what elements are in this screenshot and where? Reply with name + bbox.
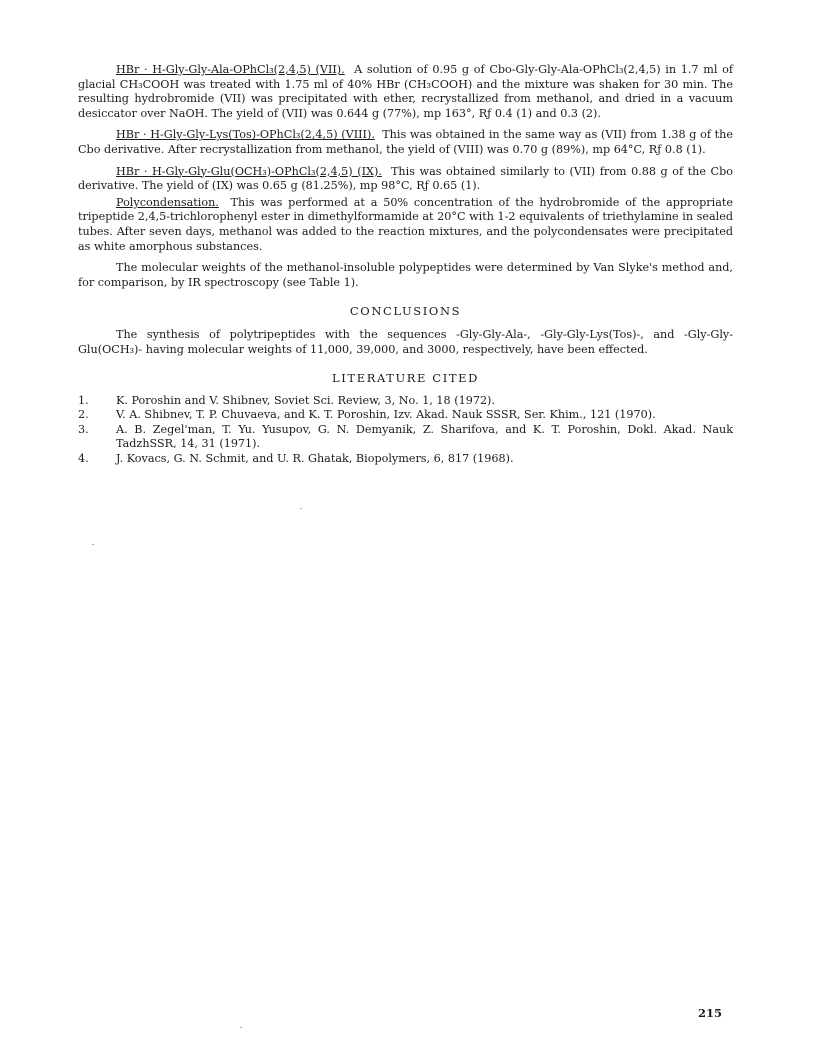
reference-item bbox=[78, 394, 733, 409]
reference-item bbox=[78, 452, 733, 467]
conclusions-text: The synthesis of polytripeptides with the sequences -Gly-Gly-Ala-, -Gly-Gly-Lys(Tos)-, and -Gly-Gly-Glu(OCH₃)- having molecular weights of 11,000, 39,000, and 3000, respectively, have been effected. bbox=[78, 327, 733, 356]
reference-text: A. B. Zegel'man, T. Yu. Yusupov, G. N. Demyanik, Z. Sharifova, and K. T. Poroshin, Dokl. Akad. Nauk TadzhSSR, 14, 31 (1971). bbox=[116, 422, 733, 451]
reference-list bbox=[78, 394, 733, 467]
reference-item bbox=[78, 423, 733, 452]
reference-text: K. Poroshin and V. Shibnev, Soviet Sci. Review, 3, No. 1, 18 (1972). bbox=[116, 393, 495, 407]
conclusions-heading: CONCLUSIONS bbox=[349, 304, 462, 319]
paragraph-molecular-weights: The molecular weights of the methanol-insoluble polypeptides were determined by Van Slyke's method and, for comparison, by IR spectroscopy (see Table 1). bbox=[78, 261, 733, 289]
reference-number: 4. bbox=[78, 452, 89, 466]
text-compound-ix: This was obtained similarly to (VII) from 0.88 g of the Cbo derivative. The yield of (IX) was 0.65 g (81.25%), mp 98°C, Rƒ 0.65 (1). bbox=[78, 164, 733, 193]
text-compound-viii: This was obtained in the same way as (VII) from 1.38 g of the Cbo derivative. After recrystallization from methanol, the yield of (VIII) was 0.70 g (89%), mp 64°C, Rƒ 0.8 (1). bbox=[78, 128, 733, 156]
paragraph-compound-viii bbox=[78, 128, 733, 157]
heading-compound-vii: HBr · H-Gly-Gly-Ala-OPhCl₃(2,4,5) (VII). bbox=[116, 63, 345, 76]
heading-compound-viii: HBr · H-Gly-Gly-Lys(Tos)-OPhCl₃(2,4,5) (VIII). bbox=[116, 128, 375, 142]
paragraph-polycondensation bbox=[78, 196, 733, 254]
paragraph-compound-vii bbox=[78, 63, 733, 121]
heading-compound-ix: HBr · H-Gly-Gly-Glu(OCH₃)-OPhCl₃(2,4,5) (IX). bbox=[116, 164, 382, 178]
article-body bbox=[78, 63, 733, 467]
scan-speck bbox=[240, 1027, 242, 1028]
reference-text: V. A. Shibnev, T. P. Chuvaeva, and K. T. Poroshin, Izv. Akad. Nauk SSSR, Ser. Khim., 121 (1970). bbox=[116, 408, 656, 422]
text-compound-vii: A solution of 0.95 g of Cbo-Gly-Gly-Ala-OPhCl₃(2,4,5) in 1.7 ml of glacial CH₃COOH was treated with 1.75 ml of 40% HBr (CH₃COOH) and the mixture was shaken for 30 min. The resulting hydrobromide (VII) was precipitated with ether, recrystallized from methanol, and dried in a vacuum desiccator over NaOH. The yield of (VII) was 0.644 g (77%), mp 163°, Rƒ 0.4 (1) and 0.3 (2). bbox=[78, 63, 733, 120]
text-polycondensation: This was performed at a 50% concentration of the hydrobromide of the appropriate tripeptide 2,4,5-trichlorophenyl ester in dimethylformamide at 20°C with 1-2 equivalents of triethylamine in sealed tubes. After seven days, methanol was added to the reaction mixtures, and the polycondensates were precipitated as white amorphous substances. bbox=[78, 195, 733, 253]
reference-item bbox=[78, 408, 733, 423]
heading-polycondensation: Polycondensation. bbox=[116, 195, 219, 209]
reference-number: 3. bbox=[78, 422, 89, 436]
reference-number: 2. bbox=[78, 408, 89, 422]
paragraph-compound-ix bbox=[78, 165, 733, 194]
scan-speck bbox=[300, 508, 302, 509]
page-number: 215 bbox=[698, 1006, 723, 1020]
reference-text: J. Kovacs, G. N. Schmit, and U. R. Ghatak, Biopolymers, 6, 817 (1968). bbox=[116, 452, 514, 466]
literature-heading: LITERATURE CITED bbox=[332, 371, 479, 386]
reference-number: 1. bbox=[78, 393, 89, 407]
scan-speck bbox=[92, 544, 94, 545]
